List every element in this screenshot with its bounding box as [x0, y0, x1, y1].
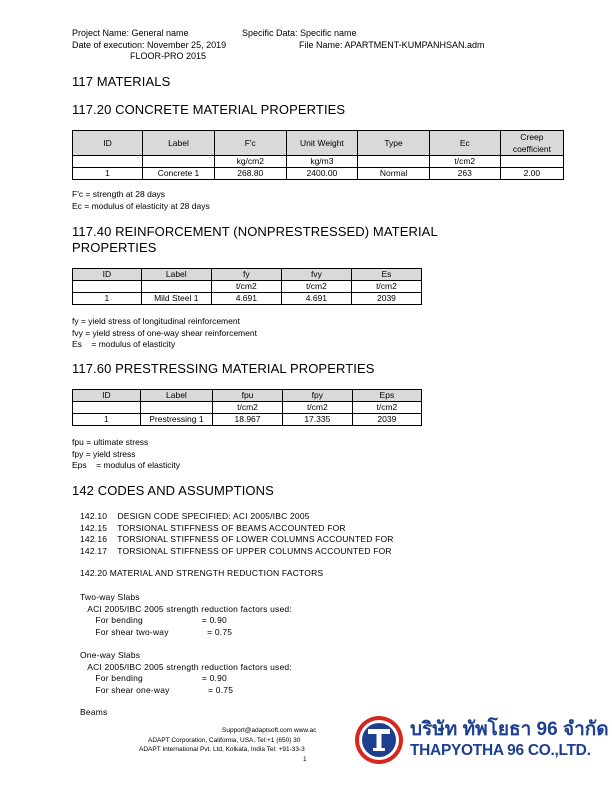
- table-units-row: [73, 402, 422, 414]
- section-117-60-title: 117.60 PRESTRESSING MATERIAL PROPERTIES: [72, 361, 375, 376]
- table-header-cell: Unit Weight: [286, 131, 358, 156]
- table-cell: [358, 156, 430, 168]
- table-cell: 263: [429, 168, 500, 180]
- table-header-cell: Label: [140, 390, 212, 402]
- table-header-cell: Label: [142, 131, 214, 156]
- section-117-40-title: 117.40 REINFORCEMENT (NONPRESTRESSED) MATERIAL PROPERTIES: [72, 224, 438, 255]
- table-header-cell: Es: [351, 269, 421, 281]
- table-header-cell: Label: [141, 269, 211, 281]
- reinforcement-notes: fy = yield stress of longitudinal reinforcement fvy = yield stress of one-way shear reinforcement Es = modulus of elasticity: [72, 316, 257, 349]
- table-cell: [73, 402, 141, 414]
- beams-label: Beams: [80, 707, 108, 717]
- table-cell: 1: [73, 414, 141, 426]
- section-142-title: 142 CODES AND ASSUMPTIONS: [72, 483, 274, 498]
- table-row: [73, 293, 422, 305]
- table-header-cell: Creep coefficient: [500, 131, 563, 156]
- table-cell: t/cm2: [213, 402, 283, 414]
- table-cell: 2039: [351, 293, 421, 305]
- table-cell: t/cm2: [429, 156, 500, 168]
- company-emblem-icon: [354, 714, 404, 766]
- table-cell: 2400.00: [286, 168, 358, 180]
- table-cell: Normal: [358, 168, 430, 180]
- table-units-row: [73, 156, 564, 168]
- table-row: [73, 168, 564, 180]
- table-header-cell: ID: [73, 131, 143, 156]
- footer-usa-line: ADAPT Corporation, California, USA, Tel:+1 (650) 30: [148, 737, 301, 744]
- two-way-slabs-block: Two-way Slabs ACI 2005/IBC 2005 strength reduction factors used: For bending = 0.90 For shear two-way = 0.75: [80, 592, 292, 637]
- table-cell: 1: [73, 293, 142, 305]
- table-cell: Prestressing 1: [140, 414, 212, 426]
- table-cell: kg/m3: [286, 156, 358, 168]
- table-cell: Mild Steel 1: [141, 293, 211, 305]
- table-cell: [142, 156, 214, 168]
- table-header-cell: fvy: [281, 269, 351, 281]
- table-cell: [73, 156, 143, 168]
- table-cell: t/cm2: [282, 402, 352, 414]
- header-file-name: File Name: APARTMENT-KUMPANHSAN.adm: [299, 40, 485, 50]
- header-project-name: Project Name: General name: [72, 28, 189, 38]
- table-cell: 1: [73, 168, 143, 180]
- table-cell: 17.335: [282, 414, 352, 426]
- table-cell: 268.80: [215, 168, 287, 180]
- company-logo: [354, 712, 609, 772]
- table-cell: 18.967: [213, 414, 283, 426]
- table-cell: t/cm2: [352, 402, 421, 414]
- table-cell: 2039: [352, 414, 421, 426]
- table-cell: t/cm2: [351, 281, 421, 293]
- prestressing-table: [72, 389, 422, 426]
- table-header-cell: ID: [73, 390, 141, 402]
- table-cell: 2.00: [500, 168, 563, 180]
- table-cell: 4.691: [211, 293, 281, 305]
- footer-india-line: ADAPT International Pvt. Ltd, Kolkata, India Tel: +91-33-3: [139, 746, 305, 753]
- header-specific-data: Specific Data: Specific name: [242, 28, 357, 38]
- table-cell: [141, 281, 211, 293]
- one-way-slabs-block: One-way Slabs ACI 2005/IBC 2005 strength reduction factors used: For bending = 0.90 For shear one-way = 0.75: [80, 650, 292, 695]
- table-header-row: [73, 269, 422, 281]
- company-name-english: THAPYOTHA 96 CO.,LTD.: [410, 742, 591, 759]
- concrete-notes: F'c = strength at 28 days Ec = modulus of elasticity at 28 days: [72, 189, 210, 211]
- reinforcement-table: [72, 268, 422, 305]
- table-cell: [500, 156, 563, 168]
- table-cell: kg/cm2: [215, 156, 287, 168]
- company-name-thai: บริษัท ทัพโยธา 96 จำกัด: [410, 719, 609, 740]
- table-cell: t/cm2: [281, 281, 351, 293]
- table-units-row: [73, 281, 422, 293]
- section-117-20-title: 117.20 CONCRETE MATERIAL PROPERTIES: [72, 102, 346, 117]
- table-cell: [140, 402, 212, 414]
- table-header-cell: Ec: [429, 131, 500, 156]
- table-header-cell: fpy: [282, 390, 352, 402]
- table-header-row: [73, 390, 422, 402]
- table-header-cell: ID: [73, 269, 142, 281]
- table-header-cell: fy: [211, 269, 281, 281]
- table-header-cell: Eps: [352, 390, 421, 402]
- table-header-cell: fpu: [213, 390, 283, 402]
- table-header-cell: Type: [358, 131, 430, 156]
- prestressing-notes: fpu = ultimate stress fpy = yield stress Eps = modulus of elasticity: [72, 437, 180, 470]
- table-header-row: [73, 131, 564, 156]
- table-cell: [73, 281, 142, 293]
- reduction-factors-title: 142.20 MATERIAL AND STRENGTH REDUCTION FACTORS: [80, 568, 324, 578]
- section-117-title: 117 MATERIALS: [72, 74, 171, 89]
- header-floor-pro: FLOOR-PRO 2015: [130, 51, 207, 61]
- table-row: [73, 414, 422, 426]
- header-date: Date of execution: November 25, 2019: [72, 40, 227, 50]
- footer-page-number: 1: [303, 756, 307, 763]
- codes-list: 142.10 DESIGN CODE SPECIFIED: ACI 2005/IBC 2005 142.15 TORSIONAL STIFFNESS OF BEAMS ACCOUNTED FOR 142.16 TORSIONAL STIFFNESS OF LOWER COLUMNS ACCOUNTED FOR 142.17 TORSIONAL STIFFNESS OF UPPER COLUMNS ACCOUNTED FOR: [80, 511, 394, 556]
- concrete-table: [72, 130, 564, 180]
- footer-support-line: Support@adaptsoft.com www.ac: [222, 727, 317, 734]
- table-header-cell: F'c: [215, 131, 287, 156]
- table-cell: 4.691: [281, 293, 351, 305]
- table-cell: Concrete 1: [142, 168, 214, 180]
- table-cell: t/cm2: [211, 281, 281, 293]
